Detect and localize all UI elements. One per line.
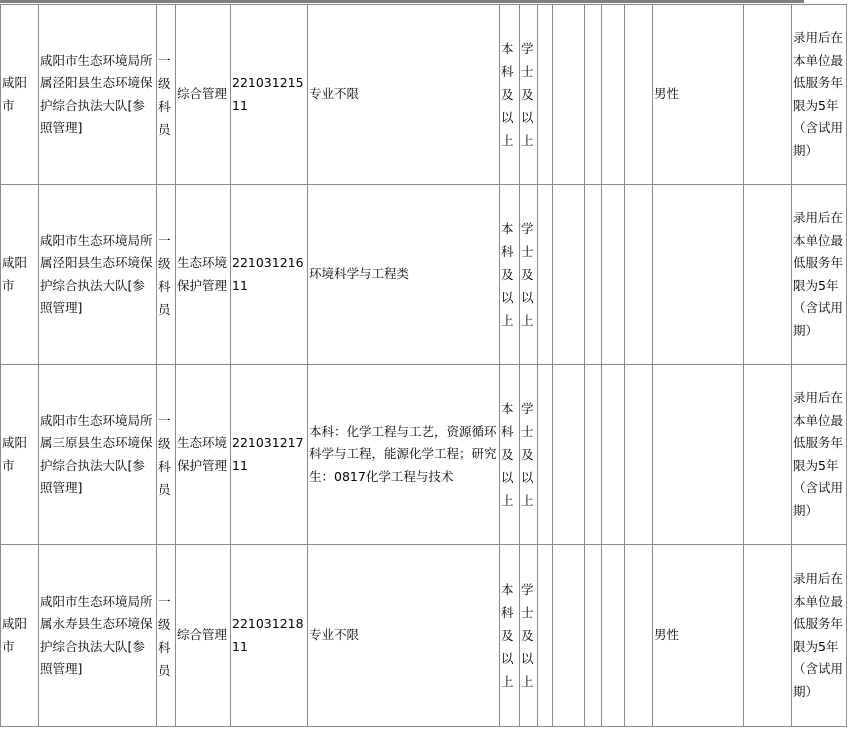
unit-cell: 咸阳市生态环境局所属永寿县生态环境保护综合执法大队[参照管理] — [39, 545, 157, 727]
city-cell: 咸阳市 — [1, 5, 39, 185]
empty-cell — [538, 5, 553, 185]
rank-cell: 一级科员 — [157, 185, 176, 365]
table-row — [1, 5, 847, 185]
education-cell: 本科及以上 — [500, 185, 520, 365]
empty-cell — [553, 185, 585, 365]
table-row — [1, 185, 847, 365]
empty-cell — [538, 365, 553, 545]
empty-cell — [744, 365, 792, 545]
other-requirement-cell — [653, 365, 744, 545]
empty-cell — [602, 545, 625, 727]
empty-cell — [553, 365, 585, 545]
note-cell: 录用后在本单位最低服务年限为5年（含试用期） — [792, 545, 847, 727]
position-cell: 综合管理 — [176, 5, 231, 185]
empty-cell — [744, 545, 792, 727]
degree-cell: 学士及以上 — [520, 5, 538, 185]
position-cell: 生态环境保护管理 — [176, 365, 231, 545]
code-cell: 22103121611 — [231, 185, 308, 365]
position-cell: 综合管理 — [176, 545, 231, 727]
empty-cell — [585, 5, 602, 185]
empty-cell — [602, 5, 625, 185]
empty-cell — [744, 5, 792, 185]
empty-cell — [625, 365, 653, 545]
empty-cell — [585, 545, 602, 727]
other-requirement-cell: 男性 — [653, 545, 744, 727]
degree-cell: 学士及以上 — [520, 365, 538, 545]
code-cell: 22103121811 — [231, 545, 308, 727]
other-requirement-cell — [653, 185, 744, 365]
unit-cell: 咸阳市生态环境局所属泾阳县生态环境保护综合执法大队[参照管理] — [39, 185, 157, 365]
degree-cell: 学士及以上 — [520, 185, 538, 365]
degree-cell: 学士及以上 — [520, 545, 538, 727]
empty-cell — [625, 5, 653, 185]
rank-cell: 一级科员 — [157, 5, 176, 185]
major-cell: 专业不限 — [308, 5, 500, 185]
city-cell: 咸阳市 — [1, 545, 39, 727]
empty-cell — [553, 5, 585, 185]
city-cell: 咸阳市 — [1, 185, 39, 365]
empty-cell — [625, 185, 653, 365]
major-cell: 环境科学与工程类 — [308, 185, 500, 365]
city-cell: 咸阳市 — [1, 365, 39, 545]
education-cell: 本科及以上 — [500, 545, 520, 727]
empty-cell — [602, 185, 625, 365]
note-cell: 录用后在本单位最低服务年限为5年（含试用期） — [792, 185, 847, 365]
unit-cell: 咸阳市生态环境局所属三原县生态环境保护综合执法大队[参照管理] — [39, 365, 157, 545]
note-cell: 录用后在本单位最低服务年限为5年（含试用期） — [792, 365, 847, 545]
major-cell: 本科：化学工程与工艺，资源循环科学与工程，能源化学工程；研究生：0817化学工程与技术 — [308, 365, 500, 545]
code-cell: 22103121711 — [231, 365, 308, 545]
empty-cell — [538, 185, 553, 365]
rank-cell: 一级科员 — [157, 545, 176, 727]
education-cell: 本科及以上 — [500, 365, 520, 545]
rank-cell: 一级科员 — [157, 365, 176, 545]
education-cell: 本科及以上 — [500, 5, 520, 185]
table-row — [1, 365, 847, 545]
other-requirement-cell: 男性 — [653, 5, 744, 185]
unit-cell: 咸阳市生态环境局所属泾阳县生态环境保护综合执法大队[参照管理] — [39, 5, 157, 185]
major-cell: 专业不限 — [308, 545, 500, 727]
empty-cell — [538, 545, 553, 727]
top-border — [0, 0, 804, 3]
note-cell: 录用后在本单位最低服务年限为5年（含试用期） — [792, 5, 847, 185]
code-cell: 22103121511 — [231, 5, 308, 185]
table-row — [1, 545, 847, 727]
empty-cell — [585, 185, 602, 365]
position-cell: 生态环境保护管理 — [176, 185, 231, 365]
empty-cell — [744, 185, 792, 365]
empty-cell — [602, 365, 625, 545]
empty-cell — [553, 545, 585, 727]
empty-cell — [585, 365, 602, 545]
empty-cell — [625, 545, 653, 727]
recruitment-table — [0, 4, 847, 727]
